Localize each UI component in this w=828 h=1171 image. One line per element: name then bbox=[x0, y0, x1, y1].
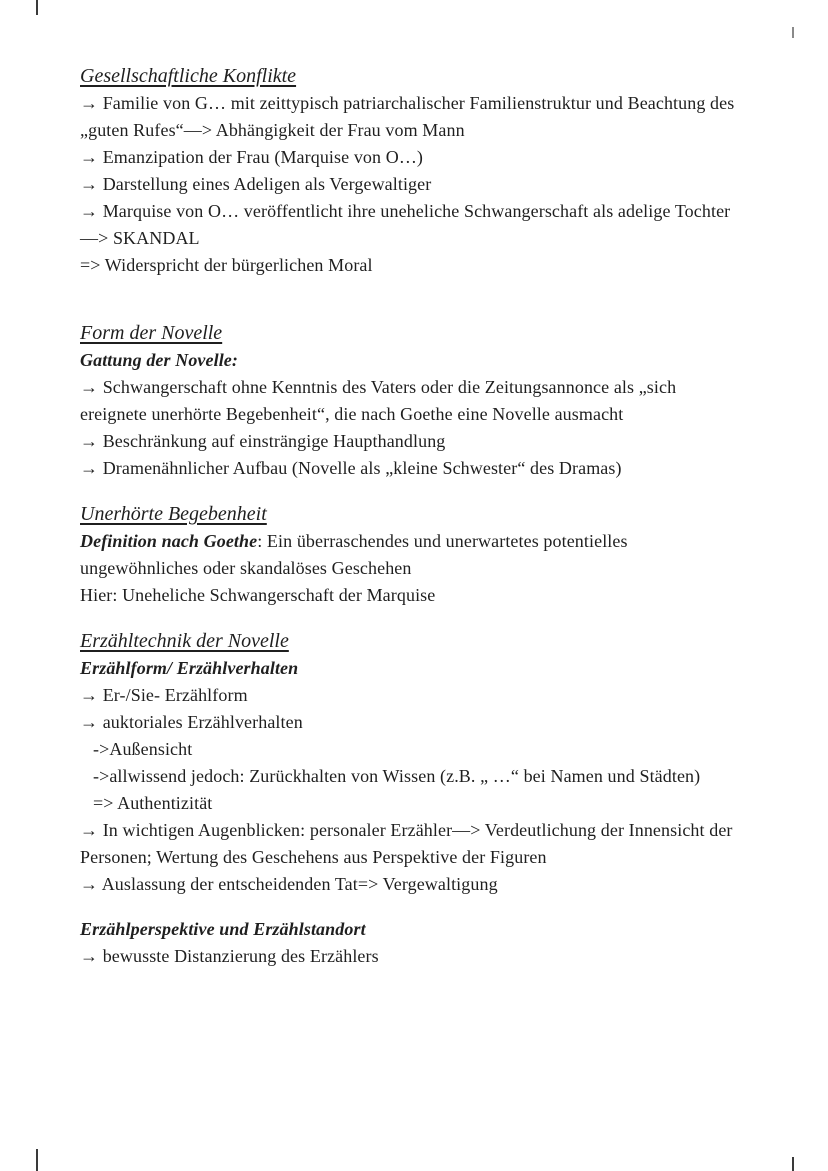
text-line bbox=[80, 528, 740, 582]
section bbox=[80, 627, 740, 898]
emphasis-text: Definition nach Goethe bbox=[80, 531, 258, 551]
text-line bbox=[80, 455, 740, 482]
body-text: => Widerspricht der bürgerlichen Moral bbox=[80, 255, 373, 275]
scan-mark-bottom-right bbox=[792, 1157, 794, 1171]
section-heading: Erzähltechnik der Novelle bbox=[80, 630, 289, 652]
section-heading: Gesellschaftliche Konflikte bbox=[80, 65, 297, 87]
section bbox=[80, 319, 740, 482]
text-line bbox=[80, 763, 740, 790]
text-line bbox=[80, 252, 740, 279]
body-text: → Beschränkung auf einsträngige Haupthandlung bbox=[80, 431, 446, 451]
body-text: → Familie von G… mit zeittypisch patriarchalischer Familienstruktur und Beachtung des „guten Rufes“—> Abhängigkeit der Frau vom Mann bbox=[80, 93, 735, 140]
text-line bbox=[80, 655, 740, 682]
emphasis-text: Erzählform/ Erzählverhalten bbox=[80, 658, 299, 678]
text-line bbox=[80, 709, 740, 736]
text-line bbox=[80, 790, 740, 817]
body-text: Hier: Uneheliche Schwangerschaft der Marquise bbox=[80, 585, 436, 605]
text-line bbox=[80, 347, 740, 374]
text-line bbox=[80, 171, 740, 198]
text-line bbox=[80, 736, 740, 763]
section bbox=[80, 500, 740, 609]
text-line bbox=[80, 916, 740, 943]
body-text: → auktoriales Erzählverhalten bbox=[80, 712, 303, 732]
body-text: → bewusste Distanzierung des Erzählers bbox=[80, 946, 379, 966]
body-text: → Marquise von O… veröffentlicht ihre uneheliche Schwangerschaft als adelige Tochter—> SKANDAL bbox=[80, 201, 731, 248]
text-line bbox=[80, 90, 740, 144]
body-text: → Schwangerschaft ohne Kenntnis des Vaters oder die Zeitungsannonce als „sich ereignete unerhörte Begebenheit“, die nach Goethe eine Novelle ausmacht bbox=[80, 377, 677, 424]
text-line bbox=[80, 871, 740, 898]
text-line bbox=[80, 428, 740, 455]
text-line bbox=[80, 682, 740, 709]
text-line bbox=[80, 943, 740, 970]
section bbox=[80, 62, 740, 279]
body-text: → Emanzipation der Frau (Marquise von O…) bbox=[80, 147, 424, 167]
text-line bbox=[80, 198, 740, 252]
text-line bbox=[80, 374, 740, 428]
body-text: → In wichtigen Augenblicken: personaler Erzähler—> Verdeutlichung der Innensicht der Personen; Wertung des Geschehens aus Perspektive der Figuren bbox=[80, 820, 733, 867]
body-text: → Darstellung eines Adeligen als Vergewaltiger bbox=[80, 174, 432, 194]
text-line bbox=[80, 582, 740, 609]
body-text: → Er-/Sie- Erzählform bbox=[80, 685, 248, 705]
body-text: → Auslassung der entscheidenden Tat=> Vergewaltigung bbox=[80, 874, 498, 894]
body-text: : Ein überraschendes und unerwartetes potentielles ungewöhnliches oder skandalöses Geschehen bbox=[80, 531, 628, 578]
text-line bbox=[80, 817, 740, 871]
section-heading: Form der Novelle bbox=[80, 322, 223, 344]
scan-mark-top-right bbox=[792, 27, 794, 38]
body-text: => Authentizität bbox=[93, 793, 213, 813]
body-text: ->Außensicht bbox=[93, 739, 193, 759]
emphasis-text: Erzählperspektive und Erzählstandort bbox=[80, 919, 366, 939]
scan-mark-top-left bbox=[36, 0, 38, 15]
emphasis-text: Gattung der Novelle: bbox=[80, 350, 238, 370]
text-line bbox=[80, 144, 740, 171]
document-page bbox=[80, 62, 740, 988]
body-text: → Dramenähnlicher Aufbau (Novelle als „kleine Schwester“ des Dramas) bbox=[80, 458, 622, 478]
scan-mark-bottom-left bbox=[36, 1149, 38, 1171]
section bbox=[80, 916, 740, 970]
body-text: ->allwissend jedoch: Zurückhalten von Wissen (z.B. „ …“ bei Namen und Städten) bbox=[93, 766, 701, 786]
section-heading: Unerhörte Begebenheit bbox=[80, 503, 267, 525]
